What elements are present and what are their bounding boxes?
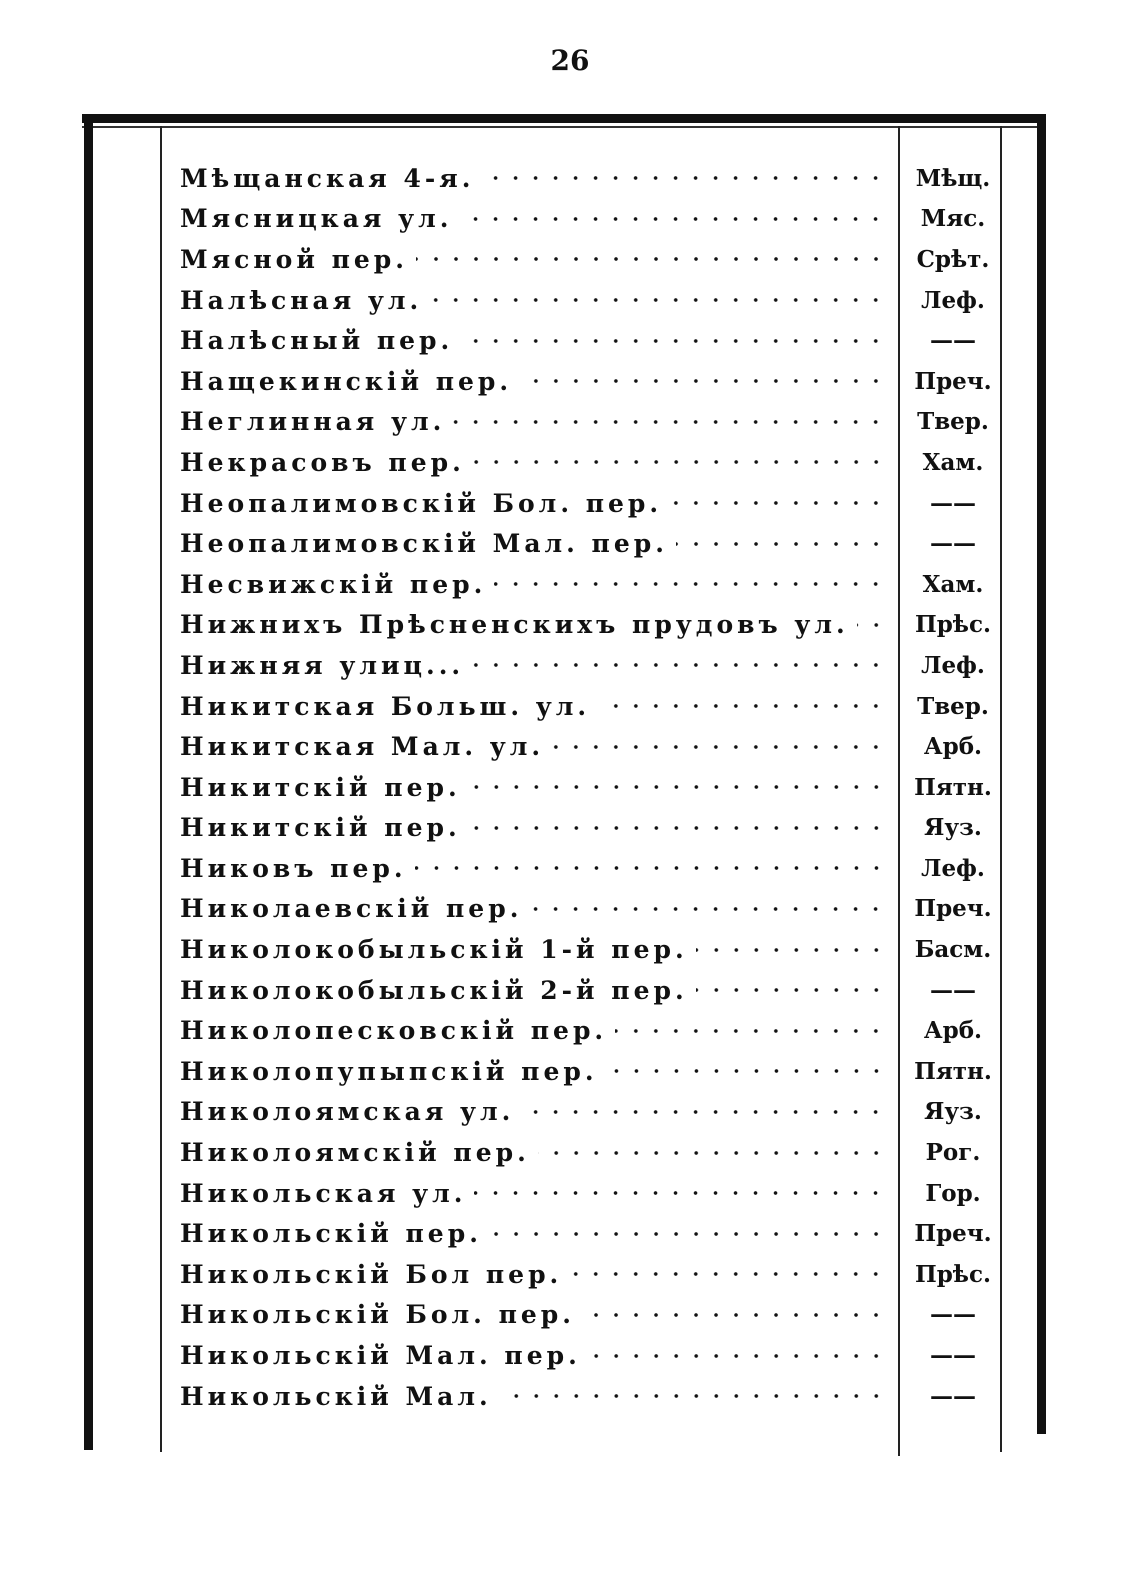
- index-entry: [180, 280, 1000, 321]
- street-name: [180, 1382, 886, 1411]
- index-entry: [180, 686, 1000, 727]
- street-name-text: Мясницкая ул.: [180, 204, 453, 234]
- column-rule-right: [1000, 126, 1002, 1452]
- street-name: [180, 692, 886, 721]
- street-name-text: Мясной пер.: [180, 244, 408, 274]
- district-abbreviation: Гор.: [925, 1179, 981, 1207]
- district-abbreviation: Преч.: [914, 1220, 992, 1248]
- index-entry: [180, 1132, 1000, 1173]
- street-name-text: Налѣсный пер.: [180, 326, 454, 356]
- street-name: [180, 732, 886, 761]
- street-name: [180, 1219, 886, 1248]
- dot-leader: [472, 662, 886, 668]
- district-abbreviation: Мѣщ.: [915, 164, 991, 192]
- index-entry: [180, 605, 1000, 646]
- street-name-text: Николокобыльскій 2-й пер.: [180, 975, 688, 1005]
- dot-leader: [857, 622, 886, 628]
- column-rule-left: [160, 126, 162, 1452]
- index-entry: [180, 199, 1000, 240]
- street-name: [180, 1138, 886, 1167]
- index-entry: [180, 523, 1000, 564]
- index-entry: [180, 483, 1000, 524]
- district-abbreviation: ——: [930, 1301, 976, 1329]
- dot-leader: [490, 1231, 886, 1237]
- street-name-text: Никольскій Мал.: [180, 1381, 492, 1411]
- index-entry: [180, 726, 1000, 767]
- street-name-text: Николопесковскій пер.: [180, 1016, 608, 1046]
- dot-leader: [676, 541, 886, 547]
- street-name-text: Никольская ул.: [180, 1178, 467, 1208]
- district-abbreviation: Срѣт.: [916, 245, 990, 273]
- street-name: [180, 367, 886, 396]
- street-name: [180, 204, 886, 233]
- street-name-text: Никитская Больш. ул.: [180, 691, 591, 721]
- dot-leader: [696, 947, 886, 953]
- district-abbreviation: Хам.: [922, 570, 984, 598]
- dot-leader: [522, 1109, 886, 1115]
- index-entry: [180, 848, 1000, 889]
- index-entry: [180, 1173, 1000, 1214]
- street-name-text: Николоямская ул.: [180, 1097, 515, 1127]
- street-name-text: Никитская Мал. ул.: [180, 732, 545, 762]
- dot-leader: [430, 297, 886, 303]
- street-name: [180, 1260, 886, 1289]
- dot-leader: [552, 744, 886, 750]
- index-entry: [180, 320, 1000, 361]
- district-abbreviation: Пятн.: [914, 773, 992, 801]
- street-name-text: Неглинная ул.: [180, 407, 446, 437]
- street-name: [180, 610, 886, 639]
- dot-leader: [416, 256, 886, 262]
- street-name: [180, 570, 886, 599]
- street-name-text: Никольскій Мал. пер.: [180, 1341, 581, 1371]
- index-entry: [180, 1254, 1000, 1295]
- dot-leader: [500, 1393, 886, 1399]
- street-name-text: Неопалимовскій Мал. пер.: [180, 529, 668, 559]
- index-entry: [180, 361, 1000, 402]
- street-name: [180, 773, 886, 802]
- district-abbreviation: ——: [930, 1382, 976, 1410]
- index-entry: [180, 970, 1000, 1011]
- district-abbreviation: Твер.: [917, 408, 989, 436]
- street-name-text: Неопалимовскій Бол. пер.: [180, 488, 663, 518]
- district-abbreviation: Рог.: [925, 1139, 981, 1167]
- district-abbreviation: Арб.: [923, 1017, 983, 1045]
- dot-leader: [589, 1353, 886, 1359]
- index-entry: [180, 402, 1000, 443]
- district-abbreviation: Леф.: [921, 651, 985, 679]
- street-name: [180, 935, 886, 964]
- district-abbreviation: ——: [930, 327, 976, 355]
- index-entry: [180, 1010, 1000, 1051]
- dot-leader: [530, 906, 886, 912]
- street-name: [180, 1341, 886, 1370]
- dot-leader: [615, 1028, 886, 1034]
- district-abbreviation: Яуз.: [924, 1098, 982, 1126]
- district-abbreviation: Яуз.: [924, 814, 982, 842]
- street-name: [180, 894, 886, 923]
- dot-leader: [461, 338, 886, 344]
- street-name-text: Нижняя улиц...: [180, 650, 465, 680]
- district-abbreviation: ——: [930, 1342, 976, 1370]
- district-abbreviation: Арб.: [923, 733, 983, 761]
- street-index-list: [180, 158, 1000, 1416]
- street-name: [180, 1179, 886, 1208]
- street-name-text: Никольскій Бол. пер.: [180, 1300, 575, 1330]
- index-entry: [180, 929, 1000, 970]
- district-abbreviation: Леф.: [921, 854, 985, 882]
- street-name-text: Мѣщанская 4-я.: [180, 163, 475, 193]
- street-name: [180, 407, 886, 436]
- street-name: [180, 164, 886, 193]
- street-name: [180, 529, 886, 558]
- index-entry: [180, 889, 1000, 930]
- street-name: [180, 326, 886, 355]
- district-abbreviation: Мяс.: [920, 205, 986, 233]
- index-entry: [180, 239, 1000, 280]
- street-name: [180, 1300, 886, 1329]
- district-abbreviation: Прѣс.: [915, 611, 991, 639]
- index-entry: [180, 442, 1000, 483]
- street-name: [180, 1016, 886, 1045]
- street-name-text: Никольскій Бол пер.: [180, 1259, 563, 1289]
- dot-leader: [482, 175, 886, 181]
- dot-leader: [415, 865, 886, 871]
- street-name: [180, 813, 886, 842]
- index-entry: [180, 1213, 1000, 1254]
- street-name: [180, 854, 886, 883]
- dot-leader: [474, 1190, 886, 1196]
- street-name: [180, 286, 886, 315]
- street-name: [180, 1057, 886, 1086]
- index-entry: [180, 158, 1000, 199]
- dot-leader: [473, 459, 886, 465]
- street-name-text: Некрасовъ пер.: [180, 447, 465, 477]
- dot-leader: [453, 419, 886, 425]
- index-entry: [180, 645, 1000, 686]
- street-name: [180, 651, 886, 680]
- street-name-text: Несвижскій пер.: [180, 569, 487, 599]
- index-entry: [180, 1335, 1000, 1376]
- dot-leader: [494, 581, 886, 587]
- frame-right-border: [1037, 114, 1046, 1434]
- street-name: [180, 976, 886, 1005]
- dot-leader: [570, 1271, 886, 1277]
- index-entry: [180, 1051, 1000, 1092]
- frame-top-border: [82, 114, 1046, 123]
- district-abbreviation: Хам.: [922, 448, 984, 476]
- index-entry: [180, 808, 1000, 849]
- street-name-text: Николокобыльскій 1-й пер.: [180, 935, 688, 965]
- dot-leader: [520, 378, 886, 384]
- street-name-text: Никитскій пер.: [180, 813, 461, 843]
- street-name-text: Налѣсная ул.: [180, 285, 423, 315]
- dot-leader: [598, 703, 886, 709]
- street-name-text: Никовъ пер.: [180, 853, 407, 883]
- dot-leader: [469, 784, 886, 790]
- district-abbreviation: ——: [930, 976, 976, 1004]
- frame-top-inner-rule: [82, 126, 1046, 128]
- street-name: [180, 448, 886, 477]
- dot-leader: [538, 1150, 886, 1156]
- district-abbreviation: Пятн.: [914, 1057, 992, 1085]
- dot-leader: [583, 1312, 886, 1318]
- street-name-text: Нижнихъ Прѣсненскихъ прудовъ ул.: [180, 610, 849, 640]
- index-entry: [180, 1295, 1000, 1336]
- district-abbreviation: Прѣс.: [915, 1260, 991, 1288]
- district-abbreviation: ——: [930, 489, 976, 517]
- street-name-text: Николаевскій пер.: [180, 894, 523, 924]
- index-entry: [180, 564, 1000, 605]
- index-entry: [180, 767, 1000, 808]
- street-name-text: Николопупыпскій пер.: [180, 1056, 598, 1086]
- street-name-text: Николоямскій пер.: [180, 1138, 530, 1168]
- dot-leader: [696, 987, 886, 993]
- street-name-text: Никитскій пер.: [180, 772, 461, 802]
- frame-left-border: [84, 114, 93, 1450]
- district-abbreviation: Леф.: [921, 286, 985, 314]
- district-abbreviation: Преч.: [914, 367, 992, 395]
- district-abbreviation: Басм.: [914, 936, 992, 964]
- street-name: [180, 1097, 886, 1126]
- district-abbreviation: Твер.: [917, 692, 989, 720]
- street-name: [180, 245, 886, 274]
- street-name-text: Нащекинскій пер.: [180, 366, 513, 396]
- dot-leader: [606, 1068, 886, 1074]
- district-abbreviation: ——: [930, 530, 976, 558]
- dot-leader: [469, 825, 886, 831]
- district-abbreviation: Преч.: [914, 895, 992, 923]
- index-entry: [180, 1092, 1000, 1133]
- street-name-text: Никольскій пер.: [180, 1219, 482, 1249]
- page-number: 26: [550, 44, 590, 77]
- dot-leader: [460, 216, 886, 222]
- street-name: [180, 489, 886, 518]
- dot-leader: [670, 500, 886, 506]
- index-entry: [180, 1376, 1000, 1417]
